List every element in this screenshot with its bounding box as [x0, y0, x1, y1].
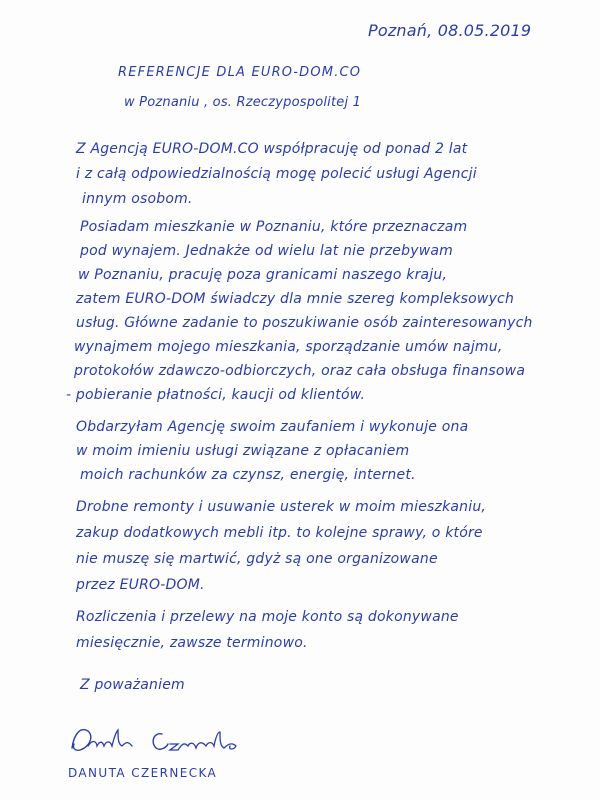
- printed-name: DANUTA CZERNECKA: [68, 766, 218, 780]
- handwritten-signature: [66, 722, 266, 758]
- paragraph-5-line-1: Rozliczenia i przelewy na moje konto są dokonywane: [76, 609, 459, 625]
- paragraph-2-line-5: usług. Główne zadanie to poszukiwanie osób zainteresowanych: [76, 315, 533, 331]
- paragraph-2-line-1: Posiadam mieszkanie w Poznaniu, które przeznaczam: [80, 219, 468, 235]
- paragraph-2-line-6: wynajmem mojego mieszkania, sporządzanie umów najmu,: [74, 339, 503, 355]
- paragraph-4-line-3: nie muszę się martwić, gdyż są one organizowane: [76, 551, 438, 567]
- paragraph-5-line-2: miesięcznie, zawsze terminowo.: [76, 635, 308, 651]
- paragraph-2-line-3: w Poznaniu, pracuję poza granicami naszego kraju,: [78, 267, 448, 283]
- paragraph-1-line-3: innym osobom.: [82, 191, 193, 207]
- letter-heading: REFERENCJE DLA EURO-DOM.CO: [118, 65, 362, 80]
- paragraph-1-line-2: i z całą odpowiedzialnością mogę polecić usługi Agencji: [76, 166, 477, 182]
- paragraph-3-line-3: moich rachunków za czynsz, energię, internet.: [80, 467, 416, 483]
- paragraph-2-line-8: - pobieranie płatności, kaucji od klientów.: [66, 387, 366, 403]
- letter-closing: Z poważaniem: [80, 677, 185, 693]
- paragraph-3-line-1: Obdarzyłam Agencję swoim zaufaniem i wykonuje ona: [76, 419, 469, 435]
- paragraph-3-line-2: w moim imieniu usługi związane z opłacaniem: [76, 443, 410, 459]
- letter-date: Poznań, 08.05.2019: [368, 21, 532, 40]
- paragraph-4-line-4: przez EURO-DOM.: [76, 577, 205, 593]
- paragraph-1-line-1: Z Agencją EURO-DOM.CO współpracuję od ponad 2 lat: [76, 141, 468, 157]
- letter-heading-address: w Poznaniu , os. Rzeczypospolitej 1: [124, 95, 362, 110]
- paragraph-4-line-2: zakup dodatkowych mebli itp. to kolejne sprawy, o które: [76, 525, 483, 541]
- paragraph-2-line-2: pod wynajem. Jednakże od wielu lat nie przebywam: [80, 243, 453, 259]
- paragraph-2-line-7: protokołów zdawczo-odbiorczych, oraz cała obsługa finansowa: [74, 363, 526, 379]
- paragraph-2-line-4: zatem EURO-DOM świadczy dla mnie szereg kompleksowych: [76, 291, 515, 307]
- paragraph-4-line-1: Drobne remonty i usuwanie usterek w moim mieszkaniu,: [76, 499, 487, 515]
